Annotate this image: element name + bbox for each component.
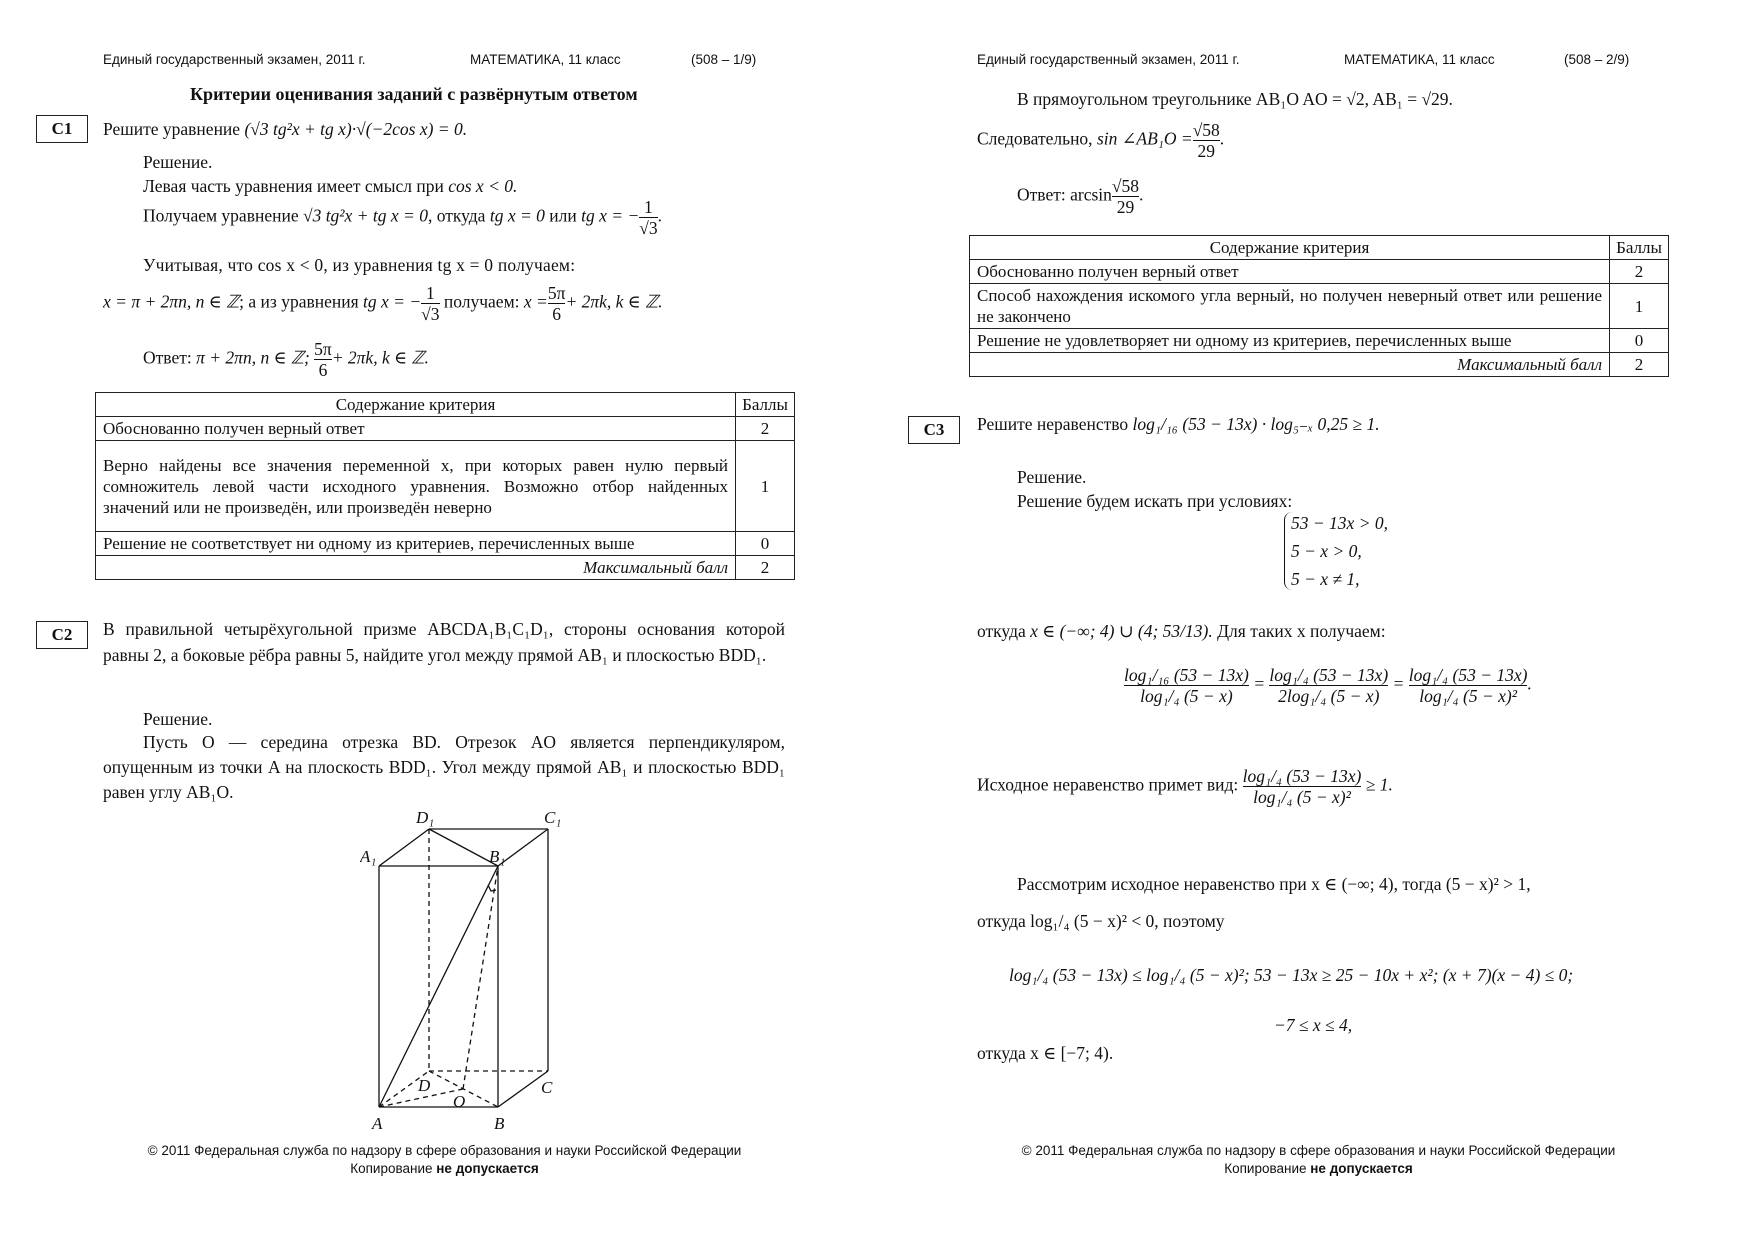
line-ob1-hidden [463, 866, 498, 1089]
criterion-points: 0 [1610, 329, 1669, 353]
c1-line4 [103, 283, 663, 324]
c2-answer: Ответ: arcsin $\frac{√58}{29}$ . [1017, 176, 1144, 217]
criterion-text: Способ нахождения искомого угла верный, но получен неверный ответ или решение не закончено [970, 284, 1610, 329]
header-exam: Единый государственный экзамен, 2011 г. [977, 52, 1240, 67]
c2-cont-line2: Следовательно, sin ∠AB₁O = $\frac{√58}{29}$ . [977, 120, 1225, 161]
c1-line1 [143, 175, 517, 197]
table-row [96, 532, 795, 556]
system-line: 5 − x > 0, [1291, 541, 1362, 561]
frac-num: log₁/₄ (53 − 13x) [1269, 665, 1389, 685]
c2-cont-line1: В прямоугольном треугольнике AB₁O AO = √2, AB₁ = √29. [1017, 89, 1453, 109]
c3-consider: Рассмотрим исходное неравенство при x ∈ (−∞; 4), тогда (5 − x)² > 1, [1017, 874, 1531, 894]
frac-den: log₁/₄ (5 − x)² [1409, 685, 1528, 706]
c2-criteria-table [969, 235, 1669, 377]
frac-den: √3 [639, 218, 658, 238]
c2-cont-formula: sin ∠AB₁O = [1096, 128, 1193, 149]
max-score-points: 2 [736, 556, 795, 580]
criterion-points: 1 [1610, 284, 1669, 329]
c2-solution-text: Пусть O — середина отрезка BD. Отрезок AO является перпендикуляром, опущенным из точки A на плоскость BDD₁. Угол между прямой AB₁ и плоскостью BDD₁ равен углу AB₁O. [103, 732, 785, 802]
table-header-row [96, 393, 795, 417]
frac-num: √58 [1192, 120, 1220, 140]
table-row [970, 260, 1669, 284]
label-d: D [418, 1076, 431, 1095]
chain-fraction [1124, 665, 1249, 706]
c3-ineq-text: Исходное неравенство примет вид: [977, 774, 1239, 795]
task-label-c2: С2 [36, 621, 88, 649]
prism-figure [360, 805, 570, 1135]
c1-line4-f3: x = [523, 291, 548, 312]
footer-copy-a: Копирование [1224, 1161, 1307, 1176]
footer-copy-b: не допускается [436, 1161, 539, 1176]
c1-line1-text: Левая часть уравнения имеет смысл при [143, 176, 444, 196]
criterion-text: Решение не удовлетворяет ни одному из критериев, перечисленных выше [970, 329, 1610, 353]
right-angle-mark [488, 885, 496, 891]
edge-c1b1 [498, 829, 548, 866]
criterion-text: Решение не соответствует ни одному из критериев, перечисленных выше [96, 532, 736, 556]
criterion-points: 2 [1610, 260, 1669, 284]
table-header-row [970, 236, 1669, 260]
frac-den: 29 [1112, 196, 1139, 217]
frac-num: log₁/₄ (53 − 13x) [1408, 665, 1528, 685]
c1-task [103, 118, 467, 140]
c3-task-prefix: Решите неравенство [977, 414, 1129, 434]
criterion-points: 0 [736, 532, 795, 556]
c3-inequality [977, 766, 1393, 807]
c1-criteria-table [95, 392, 795, 580]
table-row [970, 329, 1669, 353]
right-page [874, 0, 1747, 1239]
c1-line2-f3: tg x = − [581, 205, 640, 226]
table-header-criterion: Содержание критерия [96, 393, 736, 417]
left-page [0, 0, 873, 1239]
table-header-points: Баллы [736, 393, 795, 417]
chain-fraction [1409, 665, 1528, 706]
c3-system [1284, 512, 1388, 590]
table-header-criterion: Содержание критерия [970, 236, 1610, 260]
frac-num: log₁/₁₆ (53 − 13x) [1124, 665, 1249, 685]
chain-fraction [1269, 665, 1388, 706]
label-c1: C₁ [544, 808, 562, 827]
c3-whence: откуда log₁/₄ (5 − x)² < 0, поэтому [977, 911, 1225, 931]
c1-line4-text: ; а из уравнения [239, 291, 359, 312]
c1-line4-fraction1 [421, 283, 439, 324]
max-score-label: Максимальный балл [96, 556, 736, 580]
footer-copy-a: Копирование [350, 1161, 433, 1176]
c1-answer-fraction [314, 339, 332, 380]
label-c: C [541, 1078, 553, 1097]
header-subject: МАТЕМАТИКА, 11 класс [1344, 52, 1495, 67]
label-a1: A₁ [360, 847, 377, 866]
footer-copyright: © 2011 Федеральная служба по надзору в сфере образования и науки Российской Федерации [1021, 1143, 1616, 1158]
c2-answer-label: Ответ: [1017, 184, 1066, 205]
frac-den: 29 [1193, 140, 1220, 161]
header-exam: Единый государственный экзамен, 2011 г. [103, 52, 366, 67]
c2-task: В правильной четырёхугольной призме ABCDA₁B₁C₁D₁, стороны основания которой равны 2, а боковые рёбра равны 5, найдите угол между прямой AB₁ и плоскостью BDD₁. [103, 619, 785, 665]
criterion-text: Обоснованно получен верный ответ [96, 417, 736, 441]
system-line: 53 − 13x > 0, [1291, 513, 1389, 533]
c1-line2-a: Получаем уравнение [143, 205, 299, 226]
footer [8, 1142, 881, 1178]
frac-num: 5π [314, 339, 332, 359]
c1-line2-f1: √3 tg²x + tg x = 0 [302, 205, 428, 226]
table-header-points: Баллы [1610, 236, 1669, 260]
c2-cont-fraction [1193, 120, 1220, 161]
frac-den: log₁/₄ (5 − x) [1124, 685, 1249, 706]
criterion-points: 1 [736, 441, 795, 532]
frac-den: 6 [314, 359, 332, 380]
header-subject: МАТЕМАТИКА, 11 класс [470, 52, 621, 67]
criterion-points: 2 [736, 417, 795, 441]
header-page: (508 – 1/9) [691, 52, 757, 67]
c3-steps: log₁/₄ (53 − 13x) ≤ log₁/₄ (5 − x)²; 53 − 13x ≥ 25 − 10x + x²; (x + 7)(x − 4) ≤ 0; [1009, 965, 1574, 985]
c3-solution-word: Решение. [1017, 467, 1087, 487]
label-b: B [494, 1114, 505, 1133]
c1-line4-f3-right: + 2πk, k ∈ ℤ. [565, 291, 663, 312]
c3-range: −7 ≤ x ≤ 4, [1274, 1015, 1353, 1035]
c1-line4-f2: tg x = − [363, 291, 422, 312]
c1-line2: Получаем уравнение √3 tg²x + tg x = 0, откуда tg x = 0 или tg x = − $\frac{1}{√3}$ . [143, 197, 662, 238]
c1-line4-f1: x = π + 2πn, n ∈ ℤ [103, 291, 240, 312]
c3-chain: $\frac{\text{log₁/₁₆ (53 − 13x)}}{\text{log₁/₄ (5 − x)}}$ = $\frac{\text{log₁/₄ (53 − 13x)}}{\text{2log₁/₄ (5 − x)}}$ = $\frac{\text{log₁/₄ (53 − 13x)}}{\text{log₁/₄ (5 − x)²}}$ . [1124, 665, 1532, 706]
c3-domain-formula: x ∈ (−∞; 4) ∪ (4; 53/13). [1030, 621, 1213, 641]
table-row [96, 417, 795, 441]
system-line: 5 − x ≠ 1, [1291, 569, 1360, 589]
frac-den: log₁/₄ (5 − x)² [1243, 786, 1362, 807]
c3-final: откуда x ∈ [−7; 4). [977, 1043, 1114, 1063]
footer-copy-b: не допускается [1310, 1161, 1413, 1176]
c1-line3: Учитывая, что cos x < 0, из уравнения tg x = 0 получаем: [143, 255, 576, 275]
c3-task-formula: log₁/₁₆ (53 − 13x) · log₅₋ₓ 0,25 ≥ 1. [1132, 414, 1380, 434]
c2-solution-word: Решение. [143, 709, 213, 729]
frac-num: 1 [644, 197, 653, 217]
task-label-c1: С1 [36, 115, 88, 143]
c1-line4-fraction2 [548, 283, 566, 324]
frac-num: 5π [547, 283, 566, 303]
frac-den: 6 [548, 303, 566, 324]
footer-copy-notice [882, 1160, 1747, 1178]
c1-answer-f1: π + 2πn, n ∈ ℤ; [196, 347, 310, 368]
label-o: O [453, 1092, 466, 1111]
page-title: Критерии оценивания заданий с развёрнутым ответом [190, 84, 638, 104]
c1-task-prefix: Решите уравнение [103, 119, 241, 139]
c1-line2-c: или [549, 205, 577, 226]
c3-domain [977, 620, 1386, 642]
frac-num: log₁/₄ (53 − 13x) [1242, 766, 1362, 786]
table-row-max [96, 556, 795, 580]
frac-den: 2log₁/₄ (5 − x) [1269, 685, 1388, 706]
frac-den: √3 [421, 304, 440, 324]
frac-num: 1 [425, 283, 435, 303]
c3-cond-text: Решение будем искать при условиях: [1017, 491, 1293, 511]
table-row-max [970, 353, 1669, 377]
footer [882, 1142, 1747, 1178]
criterion-text: Обоснованно получен верный ответ [970, 260, 1610, 284]
label-b1: B₁ [489, 847, 506, 866]
c1-answer [143, 339, 429, 380]
c1-line2-b: , откуда [427, 205, 486, 226]
task-label-c3: С3 [908, 416, 960, 444]
c1-task-formula: (√3 tg²x + tg x)·√(−2cos x) = 0. [244, 119, 468, 139]
c2-cont-text: Следовательно, [977, 128, 1093, 149]
c1-solution-word: Решение. [143, 152, 213, 172]
c3-task [977, 413, 1380, 435]
c1-line2-fraction [639, 197, 657, 238]
frac-num: √58 [1111, 176, 1140, 196]
c3-domain-tail: Для таких x получаем: [1217, 621, 1386, 641]
c1-line4-text2: получаем: [443, 291, 520, 312]
table-row [970, 284, 1669, 329]
footer-copyright: © 2011 Федеральная служба по надзору в сфере образования и науки Российской Федерации [147, 1143, 742, 1158]
criterion-text: Верно найдены все значения переменной x, при которых равен нулю первый сомножитель левой части исходного уравнения. Возможно отбор найденных значений или не произведён, или произведён неверно [96, 441, 736, 532]
table-row [96, 441, 795, 532]
header-page: (508 – 2/9) [1564, 52, 1630, 67]
c1-answer-label: Ответ: [143, 347, 192, 368]
c1-line2-f2: tg x = 0 [489, 205, 545, 226]
ineq-fraction [1243, 766, 1362, 807]
c1-answer-f2: + 2πk, k ∈ ℤ. [331, 347, 429, 368]
c3-domain-text: откуда [977, 621, 1026, 641]
c2-answer-fraction [1112, 176, 1139, 217]
diag-d1b1 [429, 829, 498, 866]
label-d1: D₁ [416, 808, 435, 827]
edge-a1d1 [379, 829, 429, 866]
c2-answer-arcsin: arcsin [1070, 184, 1112, 205]
max-score-points: 2 [1610, 353, 1669, 377]
c1-line1-formula: cos x < 0. [448, 176, 518, 196]
max-score-label: Максимальный балл [970, 353, 1610, 377]
label-a: A [372, 1114, 383, 1133]
c3-ineq-right: ≥ 1. [1365, 774, 1393, 795]
footer-copy-notice [8, 1160, 881, 1178]
